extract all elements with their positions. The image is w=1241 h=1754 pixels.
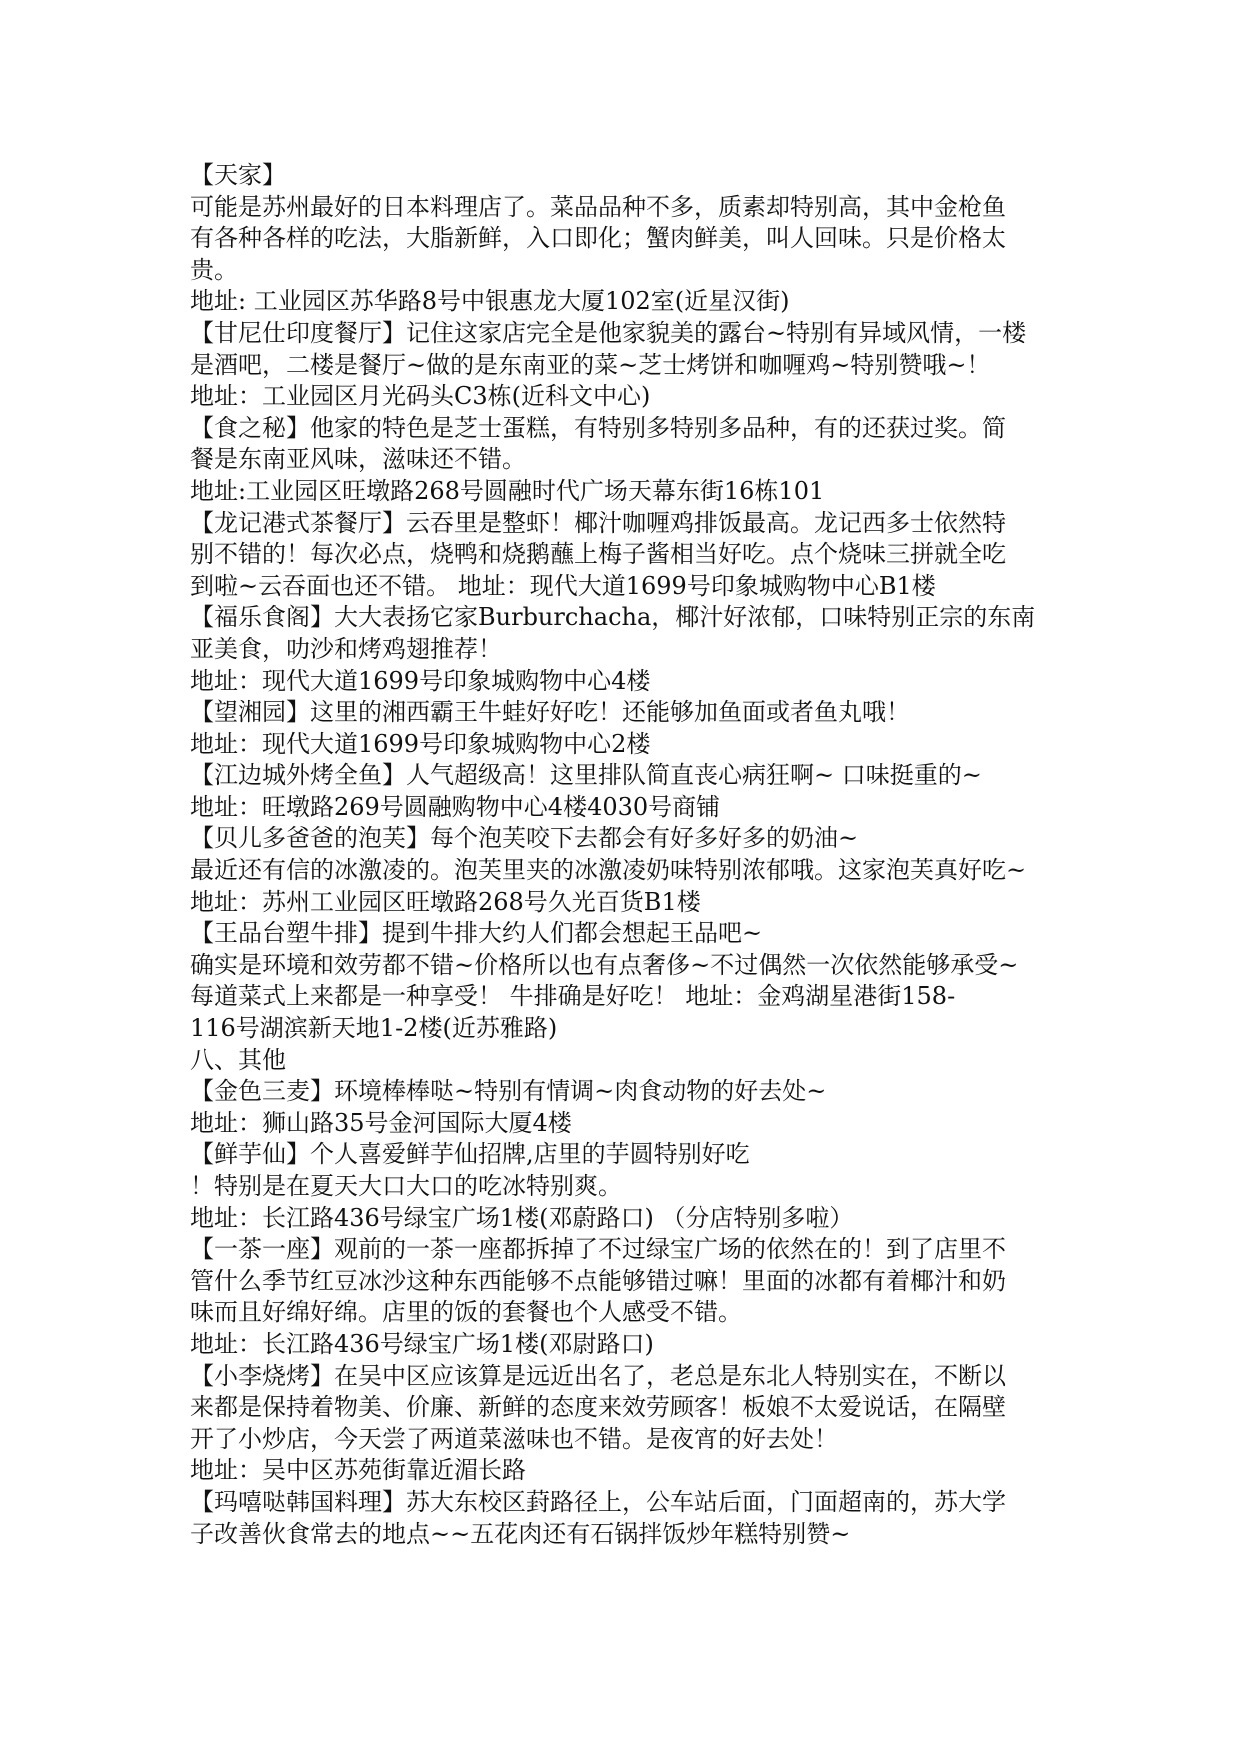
text-line: 管什么季节红豆冰沙这种东西能够不点能够错过嘛！里面的冰都有着椰汁和奶 bbox=[190, 1266, 1006, 1295]
text-line: 【贝儿多爸爸的泡芙】每个泡芙咬下去都会有好多好多的奶油~ bbox=[190, 824, 859, 853]
text-line: 来都是保持着物美、价廉、新鲜的态度来效劳顾客！板娘不太爱说话，在隔壁 bbox=[190, 1393, 1006, 1422]
text-line: 可能是苏州最好的日本料理店了。菜品品种不多，质素却特别高，其中金枪鱼 bbox=[190, 192, 1006, 221]
text-line: 地址：现代大道1699号印象城购物中心2楼 bbox=[190, 729, 651, 758]
text-line: 开了小炒店，今天尝了两道菜滋味也不错。是夜宵的好去处！ bbox=[190, 1424, 838, 1453]
text-line: 确实是环境和效劳都不错~价格所以也有点奢侈~不过偶然一次依然能够承受~ bbox=[190, 950, 1019, 979]
text-line: 【鲜芋仙】个人喜爱鲜芋仙招牌,店里的芋圆特别好吃 bbox=[190, 1140, 750, 1169]
text-line: 别不错的！每次必点，烧鸭和烧鹅蘸上梅子酱相当好吃。点个烧味三拼就全吃 bbox=[190, 540, 1006, 569]
text-line: 子改善伙食常去的地点~~五花肉还有石锅拌饭炒年糕特别赞~ bbox=[190, 1519, 851, 1548]
text-line: 每道菜式上来都是一种享受！ 牛排确是好吃！ 地址：金鸡湖星港街158- bbox=[190, 982, 956, 1011]
text-line: 贵。 bbox=[190, 255, 238, 284]
text-line: ！特别是在夏天大口大口的吃冰特别爽。 bbox=[190, 1172, 622, 1200]
text-line: 【王品台塑牛排】提到牛排大约人们都会想起王品吧~ bbox=[190, 919, 763, 948]
text-line: 到啦~云吞面也还不错。 地址：现代大道1699号印象城购物中心B1楼 bbox=[190, 571, 936, 600]
document-page bbox=[190, 160, 1070, 1550]
text-line: 是酒吧，二楼是餐厅~做的是东南亚的菜~芝士烤饼和咖喱鸡~特别赞哦~！ bbox=[190, 350, 991, 379]
text-line: 地址：工业园区月光码头C3栋(近科文中心) bbox=[190, 382, 651, 411]
text-line: 【一茶一座】观前的一茶一座都拆掉了不过绿宝广场的依然在的！到了店里不 bbox=[190, 1235, 1006, 1264]
text-line: 【食之秘】他家的特色是芝士蛋糕，有特别多特别多品种，有的还获过奖。简 bbox=[190, 413, 1006, 442]
text-line: 地址:工业园区旺墩路268号圆融时代广场天幕东街16栋101 bbox=[190, 476, 825, 505]
text-line: 地址：长江路436号绿宝广场1楼(邓蔚路口) （分店特别多啦） bbox=[190, 1203, 854, 1232]
text-line: 味而且好绵好绵。店里的饭的套餐也个人感受不错。 bbox=[190, 1298, 742, 1327]
text-line: 116号湖滨新天地1-2楼(近苏雅路) bbox=[190, 1014, 558, 1043]
text-line: 地址：旺墩路269号圆融购物中心4楼4030号商铺 bbox=[190, 792, 721, 821]
text-line: 【玛嘻哒韩国料理】苏大东校区葑路径上，公车站后面，门面超南的，苏大学 bbox=[190, 1487, 1006, 1516]
text-line: 【龙记港式茶餐厅】云吞里是整虾！椰汁咖喱鸡排饭最高。龙记西多士依然特 bbox=[190, 508, 1006, 537]
text-line: 【江边城外烤全鱼】人气超级高！这里排队简直丧心病狂啊~ 口味挺重的~ bbox=[190, 761, 982, 790]
text-line: 【甘尼仕印度餐厅】记住这家店完全是他家貌美的露台~特别有异域风情，一楼 bbox=[190, 318, 1027, 347]
text-line: 餐是东南亚风味，滋味还不错。 bbox=[190, 445, 526, 474]
text-line: 地址：狮山路35号金河国际大厦4楼 bbox=[190, 1108, 572, 1137]
text-line: 【天家】 bbox=[190, 161, 286, 189]
text-line: 地址：吴中区苏苑街靠近湄长路 bbox=[190, 1456, 526, 1485]
text-line: 地址: 工业园区苏华路8号中银惠龙大厦102室(近星汉街) bbox=[190, 287, 790, 316]
text-line: 地址：苏州工业园区旺墩路268号久光百货B1楼 bbox=[190, 887, 701, 916]
section-heading: 八、其他 bbox=[190, 1045, 286, 1074]
text-line: 地址：长江路436号绿宝广场1楼(邓尉路口) bbox=[190, 1329, 654, 1358]
text-line: 【福乐食阁】大大表扬它家Burburchacha，椰汁好浓郁，口味特别正宗的东南 bbox=[190, 603, 1036, 632]
text-line: 【小李烧烤】在吴中区应该算是远近出名了，老总是东北人特别实在，不断以 bbox=[190, 1361, 1006, 1390]
text-line: 【望湘园】这里的湘西霸王牛蛙好好吃！还能够加鱼面或者鱼丸哦！ bbox=[190, 698, 910, 727]
text-line: 有各种各样的吃法，大脂新鲜，入口即化；蟹肉鲜美，叫人回味。只是价格太 bbox=[190, 224, 1006, 253]
text-line: 【金色三麦】环境棒棒哒~特别有情调~肉食动物的好去处~ bbox=[190, 1077, 827, 1106]
text-line: 地址：现代大道1699号印象城购物中心4楼 bbox=[190, 666, 651, 695]
text-line: 亚美食，叻沙和烤鸡翅推荐！ bbox=[190, 634, 502, 663]
text-line: 最近还有信的冰激凌的。泡芙里夹的冰激凌奶味特别浓郁哦。这家泡芙真好吃~ bbox=[190, 856, 1027, 885]
